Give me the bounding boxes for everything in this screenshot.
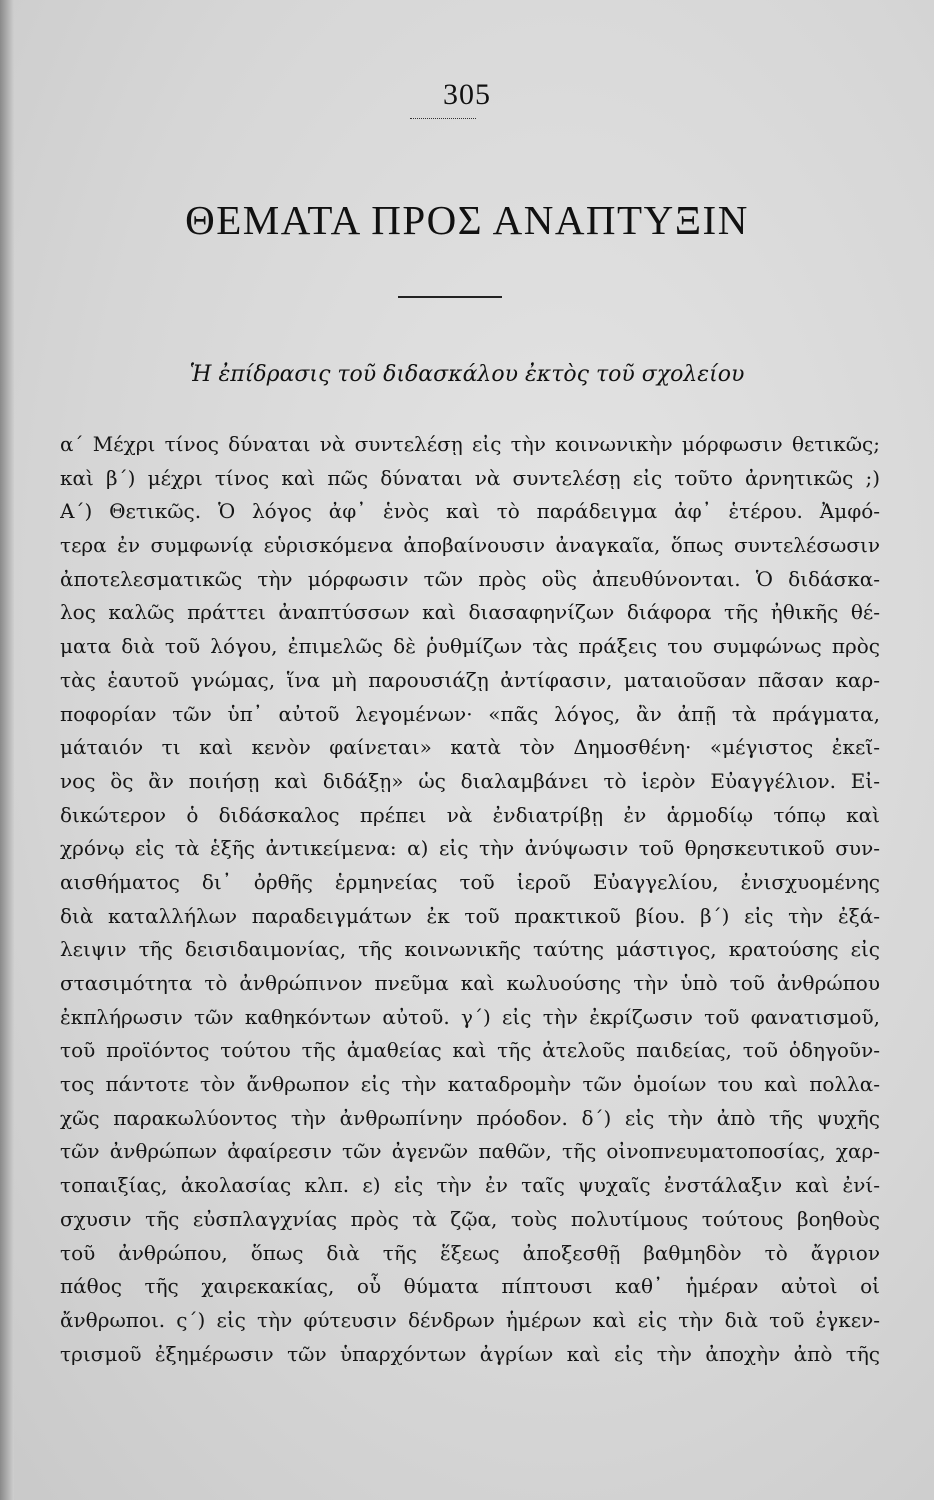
text-line: τοῦ ἀνθρώπου, ὅπως διὰ τῆς ἕξεως ἀποξεσθῇ βαθμηδὸν τὸ ἄγριον: [60, 1240, 880, 1265]
text-line: τερα ἐν συμφωνίᾳ εὑρισκόμενα ἀποβαίνουσιν ἀναγκαῖα, ὅπως συντελέσωσιν: [60, 533, 880, 558]
text-line: ἄνθρωποι. ς΄) εἰς τὴν φύτευσιν δένδρων ἡμέρων καὶ εἰς τὴν διὰ τοῦ ἐγκεν-: [60, 1307, 880, 1332]
text-line: α΄ Μέχρι τίνος δύναται νὰ συντελέσῃ εἰς τὴν κοινωνικὴν μόρφωσιν θετικῶς;: [60, 432, 880, 456]
text-line: τῶν ἀνθρώπων ἀφαίρεσιν τῶν ἀγενῶν παθῶν, τῆς οἰνοπνευματοποσίας, χαρ-: [60, 1139, 880, 1164]
text-line: καὶ β΄) μέχρι τίνος καὶ πῶς δύναται νὰ συντελέσῃ εἰς τοῦτο ἀρνητικῶς ;): [60, 465, 880, 490]
page-number-underline: [410, 118, 476, 119]
text-line: δικώτερον ὁ διδάσκαλος πρέπει νὰ ἐνδιατρίβῃ ἐν ἁρμοδίῳ τόπῳ καὶ: [60, 802, 880, 827]
text-line: τὰς ἑαυτοῦ γνώμας, ἵνα μὴ παρουσιάζῃ ἀντίφασιν, ματαιοῦσαν πᾶσαν καρ-: [60, 667, 880, 692]
text-line: διὰ καταλλήλων παραδειγμάτων ἐκ τοῦ πρακτικοῦ βίου. β΄) εἰς τὴν ἐξά-: [60, 903, 880, 928]
text-line: ματα διὰ τοῦ λόγου, ἐπιμελῶς δὲ ῥυθμίζων τὰς πράξεις του συμφώνως πρὸς: [60, 634, 880, 659]
topic-subtitle: Ἡ ἐπίδρασις τοῦ διδασκάλου ἐκτὸς τοῦ σχολείου: [189, 362, 745, 387]
text-line: νος ὃς ἂν ποιήσῃ καὶ διδάξῃ» ὡς διαλαμβάνει τὸ ἱερὸν Εὐαγγέλιον. Εἰ-: [60, 768, 880, 793]
page-number: 305: [443, 78, 491, 111]
text-line: λος καλῶς πράττει ἀναπτύσσων καὶ διασαφηνίζων διάφορα τῆς ἠθικῆς θέ-: [60, 600, 880, 625]
text-line: μάταιόν τι καὶ κενὸν φαίνεται» κατὰ τὸν Δημοσθένη· «μέγιστος ἐκεῖ-: [60, 735, 880, 760]
body-text: [60, 428, 880, 1371]
text-line: ἀποτελεσματικῶς τὴν μόρφωσιν τῶν πρὸς οὓς ἀπευθύνονται. Ὁ διδάσκα-: [60, 566, 880, 591]
text-line: ποφορίαν τῶν ὑπ᾿ αὐτοῦ λεγομένων· «πᾶς λόγος, ἂν ἀπῇ τὰ πράγματα,: [60, 701, 880, 726]
text-line: πάθος τῆς χαιρεκακίας, οὗ θύματα πίπτουσι καθ᾿ ἡμέραν αὐτοὶ οἱ: [60, 1274, 880, 1299]
section-title: ΘΕΜΑΤΑ ΠΡΟΣ ΑΝΑΠΤΥΞΙΝ: [185, 197, 749, 243]
text-line: στασιμότητα τὸ ἀνθρώπινον πνεῦμα καὶ κωλυούσης τὴν ὑπὸ τοῦ ἀνθρώπου: [60, 971, 880, 995]
text-line: σχυσιν τῆς εὐσπλαγχνίας πρὸς τὰ ζῷα, τοὺς πολυτίμους τούτους βοηθοὺς: [60, 1206, 880, 1231]
text-line: τρισμοῦ ἐξημέρωσιν τῶν ὑπαρχόντων ἀγρίων καὶ εἰς τὴν ἀποχὴν ἀπὸ τῆς: [60, 1341, 880, 1366]
text-line: λειψιν τῆς δεισιδαιμονίας, τῆς κοινωνικῆς ταύτης μάστιγος, κρατούσης εἰς: [60, 937, 880, 962]
text-line: τος πάντοτε τὸν ἄνθρωπον εἰς τὴν καταδρομὴν τῶν ὁμοίων του καὶ πολλα-: [60, 1072, 880, 1097]
text-line: τοπαιξίας, ἀκολασίας κλπ. ε) εἰς τὴν ἐν ταῖς ψυχαῖς ἐνστάλαξιν καὶ ἐνί-: [60, 1173, 880, 1198]
text-line: ἐκπλήρωσιν τῶν καθηκόντων αὐτοῦ. γ΄) εἰς τὴν ἐκρίζωσιν τοῦ φανατισμοῦ,: [60, 1004, 880, 1029]
title-divider: [398, 296, 502, 298]
text-line: τοῦ προϊόντος τούτου τῆς ἀμαθείας καὶ τῆς ἀτελοῦς παιδείας, τοῦ ὁδηγοῦν-: [60, 1038, 880, 1063]
text-line: χρόνῳ εἰς τὰ ἑξῆς ἀντικείμενα: α) εἰς τὴν ἀνύψωσιν τοῦ θρησκευτικοῦ συν-: [60, 836, 880, 861]
text-line: αισθήματος δι᾿ ὀρθῆς ἑρμηνείας τοῦ ἱεροῦ Εὐαγγελίου, ἐνισχυομένης: [60, 869, 880, 894]
text-line: χῶς παρακωλύοντος τὴν ἀνθρωπίνην πρόοδον. δ΄) εἰς τὴν ἀπὸ τῆς ψυχῆς: [60, 1105, 880, 1130]
text-line: Α΄) Θετικῶς. Ὁ λόγος ἀφ᾿ ἑνὸς καὶ τὸ παράδειγμα ἀφ᾿ ἑτέρου. Ἀμφό-: [60, 499, 880, 524]
